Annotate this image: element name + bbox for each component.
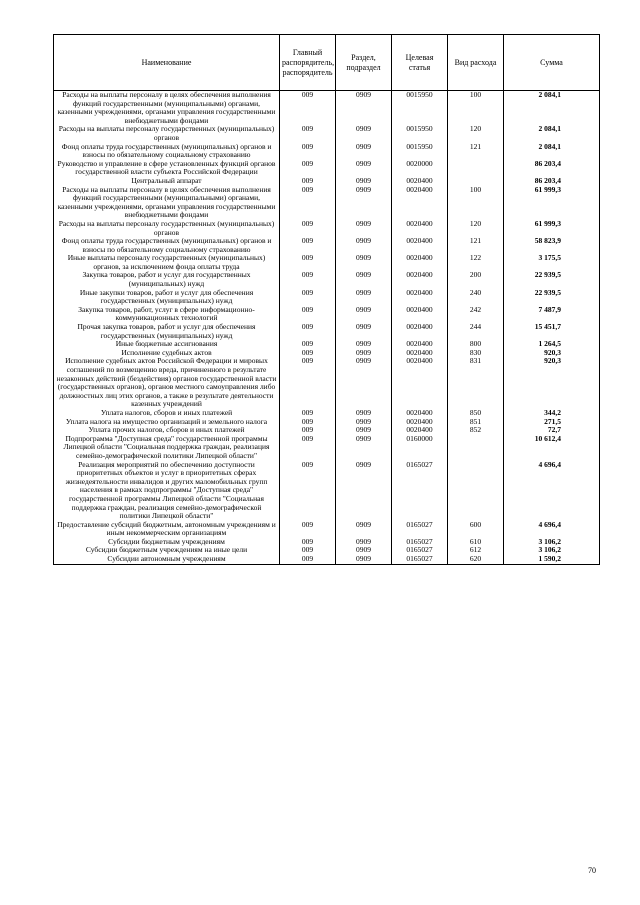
row-expense-type-cell: 831 xyxy=(448,357,504,409)
row-section-cell: 0909 xyxy=(336,220,392,237)
row-section-cell: 0909 xyxy=(336,186,392,220)
row-target-cell: 0020400 xyxy=(392,254,448,271)
row-target-cell: 0020400 xyxy=(392,426,448,435)
row-admin-cell: 009 xyxy=(280,435,336,461)
row-name-cell: Предоставление субсидий бюджетным, автономным учреждениям и иным некоммерческим организациям xyxy=(54,521,280,538)
table-body xyxy=(54,91,600,565)
row-admin-cell: 009 xyxy=(280,461,336,521)
row-amount-cell: 86 203,4 xyxy=(504,160,600,177)
row-admin-cell: 009 xyxy=(280,409,336,418)
row-name-cell: Расходы на выплаты персоналу в целях обеспечения выполнения функций государственными (муниципальными) органами, казенными учреждениями, органами управления государственными внебюджетными фондами xyxy=(54,91,280,126)
row-target-cell: 0165027 xyxy=(392,538,448,547)
row-name-cell: Центральный аппарат xyxy=(54,177,280,186)
row-target-cell: 0165027 xyxy=(392,546,448,555)
row-section-cell: 0909 xyxy=(336,160,392,177)
row-section-cell: 0909 xyxy=(336,426,392,435)
row-expense-type-cell: 852 xyxy=(448,426,504,435)
row-target-cell: 0020000 xyxy=(392,160,448,177)
row-name-cell: Фонд оплаты труда государственных (муниципальных) органов и взносы по обязательному социальному страхованию xyxy=(54,237,280,254)
row-amount-cell: 2 084,1 xyxy=(504,125,600,142)
table-row xyxy=(54,306,600,323)
row-section-cell: 0909 xyxy=(336,409,392,418)
row-admin-cell: 009 xyxy=(280,340,336,349)
row-amount-cell: 2 084,1 xyxy=(504,143,600,160)
row-name-cell: Исполнение судебных актов xyxy=(54,349,280,358)
table-row xyxy=(54,237,600,254)
row-expense-type-cell: 600 xyxy=(448,521,504,538)
row-target-cell: 0020400 xyxy=(392,220,448,237)
row-amount-cell: 15 451,7 xyxy=(504,323,600,340)
header-admin: Главный распорядитель, распорядитель xyxy=(280,35,336,91)
row-admin-cell: 009 xyxy=(280,323,336,340)
table-row xyxy=(54,254,600,271)
table-row xyxy=(54,323,600,340)
table-row xyxy=(54,186,600,220)
page-number: 70 xyxy=(588,866,596,875)
row-name-cell: Субсидии бюджетным учреждениям xyxy=(54,538,280,547)
row-target-cell: 0165027 xyxy=(392,521,448,538)
row-target-cell: 0020400 xyxy=(392,409,448,418)
row-amount-cell: 58 823,9 xyxy=(504,237,600,254)
row-expense-type-cell: 612 xyxy=(448,546,504,555)
row-admin-cell: 009 xyxy=(280,546,336,555)
row-expense-type-cell: 121 xyxy=(448,143,504,160)
row-target-cell: 0020400 xyxy=(392,177,448,186)
row-admin-cell: 009 xyxy=(280,306,336,323)
row-name-cell: Фонд оплаты труда государственных (муниципальных) органов и взносы по обязательному социальному страхованию xyxy=(54,143,280,160)
row-section-cell: 0909 xyxy=(336,538,392,547)
row-section-cell: 0909 xyxy=(336,555,392,564)
row-admin-cell: 009 xyxy=(280,220,336,237)
row-section-cell: 0909 xyxy=(336,461,392,521)
row-amount-cell: 3 175,5 xyxy=(504,254,600,271)
row-section-cell: 0909 xyxy=(336,418,392,427)
row-expense-type-cell: 242 xyxy=(448,306,504,323)
row-admin-cell: 009 xyxy=(280,349,336,358)
row-expense-type-cell: 240 xyxy=(448,289,504,306)
table-row xyxy=(54,289,600,306)
row-expense-type-cell: 100 xyxy=(448,186,504,220)
row-section-cell: 0909 xyxy=(336,340,392,349)
row-amount-cell: 4 696,4 xyxy=(504,461,600,521)
row-target-cell: 0020400 xyxy=(392,323,448,340)
row-expense-type-cell: 121 xyxy=(448,237,504,254)
table-row xyxy=(54,143,600,160)
header-expense-type: Вид расхода xyxy=(448,35,504,91)
row-name-cell: Подпрограмма "Доступная среда" государственной программы Липецкой области "Социальная поддержка граждан, реализация семейно-демографической политики Липецкой области" xyxy=(54,435,280,461)
row-name-cell: Исполнение судебных актов Российской Федерации и мировых соглашений по возмещению вреда, причиненного в результате незаконных действий (бездействия) органов государственной власти (государственных органов), органов местного самоуправления либо должностных лиц этих органов, а также в результате деятельности казенных учреждений xyxy=(54,357,280,409)
row-section-cell: 0909 xyxy=(336,289,392,306)
row-section-cell: 0909 xyxy=(336,306,392,323)
row-admin-cell: 009 xyxy=(280,177,336,186)
table-header-row xyxy=(54,35,600,91)
row-section-cell: 0909 xyxy=(336,237,392,254)
row-target-cell: 0020400 xyxy=(392,357,448,409)
row-expense-type-cell: 244 xyxy=(448,323,504,340)
row-expense-type-cell: 620 xyxy=(448,555,504,564)
row-target-cell: 0015950 xyxy=(392,125,448,142)
row-amount-cell: 22 939,5 xyxy=(504,289,600,306)
row-name-cell: Уплата прочих налогов, сборов и иных платежей xyxy=(54,426,280,435)
row-admin-cell: 009 xyxy=(280,538,336,547)
row-amount-cell: 22 939,5 xyxy=(504,271,600,288)
row-amount-cell: 61 999,3 xyxy=(504,186,600,220)
row-expense-type-cell: 830 xyxy=(448,349,504,358)
row-amount-cell: 3 106,2 xyxy=(504,538,600,547)
row-name-cell: Уплата налогов, сборов и иных платежей xyxy=(54,409,280,418)
row-expense-type-cell: 122 xyxy=(448,254,504,271)
table-row xyxy=(54,125,600,142)
row-admin-cell: 009 xyxy=(280,426,336,435)
table-row xyxy=(54,271,600,288)
row-section-cell: 0909 xyxy=(336,357,392,409)
table-row xyxy=(54,435,600,461)
row-name-cell: Закупка товаров, работ и услуг для государственных (муниципальных) нужд xyxy=(54,271,280,288)
row-admin-cell: 009 xyxy=(280,555,336,564)
row-section-cell: 0909 xyxy=(336,91,392,126)
row-admin-cell: 009 xyxy=(280,143,336,160)
row-target-cell: 0165027 xyxy=(392,461,448,521)
row-name-cell: Иные выплаты персоналу государственных (муниципальных) органов, за исключением фонда оплаты труда xyxy=(54,254,280,271)
row-expense-type-cell: 851 xyxy=(448,418,504,427)
row-target-cell: 0020400 xyxy=(392,306,448,323)
row-expense-type-cell: 100 xyxy=(448,91,504,126)
row-target-cell: 0015950 xyxy=(392,143,448,160)
row-amount-cell: 72,7 xyxy=(504,426,600,435)
row-admin-cell: 009 xyxy=(280,91,336,126)
row-target-cell: 0015950 xyxy=(392,91,448,126)
budget-table xyxy=(53,34,600,565)
row-amount-cell: 1 590,2 xyxy=(504,555,600,564)
row-section-cell: 0909 xyxy=(336,143,392,160)
row-expense-type-cell: 610 xyxy=(448,538,504,547)
row-admin-cell: 009 xyxy=(280,160,336,177)
row-amount-cell: 4 696,4 xyxy=(504,521,600,538)
row-amount-cell: 61 999,3 xyxy=(504,220,600,237)
row-target-cell: 0020400 xyxy=(392,289,448,306)
row-target-cell: 0165027 xyxy=(392,555,448,564)
header-target: Целевая статья xyxy=(392,35,448,91)
row-name-cell: Иные закупки товаров, работ и услуг для обеспечения государственных (муниципальных) нужд xyxy=(54,289,280,306)
row-amount-cell: 344,2 xyxy=(504,409,600,418)
row-name-cell: Руководство и управление в сфере установленных функций органов государственной власти субъекта Российской Федерации xyxy=(54,160,280,177)
row-expense-type-cell xyxy=(448,435,504,461)
row-name-cell: Прочая закупка товаров, работ и услуг для обеспечения государственных (муниципальных) нужд xyxy=(54,323,280,340)
table-row xyxy=(54,220,600,237)
row-admin-cell: 009 xyxy=(280,271,336,288)
row-target-cell: 0020400 xyxy=(392,418,448,427)
table-row xyxy=(54,160,600,177)
row-name-cell: Расходы на выплаты персоналу в целях обеспечения выполнения функций государственными (муниципальными) органами, казенными учреждениями, органами управления государственными внебюджетными фондами xyxy=(54,186,280,220)
row-section-cell: 0909 xyxy=(336,271,392,288)
row-name-cell: Субсидии бюджетным учреждениям на иные цели xyxy=(54,546,280,555)
row-expense-type-cell: 800 xyxy=(448,340,504,349)
row-expense-type-cell xyxy=(448,461,504,521)
row-admin-cell: 009 xyxy=(280,237,336,254)
row-expense-type-cell xyxy=(448,160,504,177)
row-section-cell: 0909 xyxy=(336,435,392,461)
table-row xyxy=(54,521,600,538)
row-admin-cell: 009 xyxy=(280,254,336,271)
row-amount-cell: 2 084,1 xyxy=(504,91,600,126)
row-amount-cell: 86 203,4 xyxy=(504,177,600,186)
row-section-cell: 0909 xyxy=(336,177,392,186)
row-name-cell: Расходы на выплаты персоналу государственных (муниципальных) органов xyxy=(54,125,280,142)
row-target-cell: 0020400 xyxy=(392,237,448,254)
row-expense-type-cell: 850 xyxy=(448,409,504,418)
row-name-cell: Уплата налога на имущество организаций и земельного налога xyxy=(54,418,280,427)
table-row xyxy=(54,461,600,521)
row-target-cell: 0020400 xyxy=(392,349,448,358)
row-admin-cell: 009 xyxy=(280,357,336,409)
row-amount-cell: 271,5 xyxy=(504,418,600,427)
row-amount-cell: 3 106,2 xyxy=(504,546,600,555)
row-name-cell: Субсидии автономным учреждениям xyxy=(54,555,280,564)
row-amount-cell: 10 612,4 xyxy=(504,435,600,461)
header-name: Наименование xyxy=(54,35,280,91)
table-row xyxy=(54,555,600,564)
row-section-cell: 0909 xyxy=(336,323,392,340)
row-admin-cell: 009 xyxy=(280,521,336,538)
row-section-cell: 0909 xyxy=(336,546,392,555)
row-name-cell: Иные бюджетные ассигнования xyxy=(54,340,280,349)
row-name-cell: Закупка товаров, работ, услуг в сфере информационно-коммуникационных технологий xyxy=(54,306,280,323)
header-amount: Сумма xyxy=(504,35,600,91)
row-target-cell: 0020400 xyxy=(392,271,448,288)
row-admin-cell: 009 xyxy=(280,418,336,427)
row-amount-cell: 1 264,5 xyxy=(504,340,600,349)
row-name-cell: Реализация мероприятий по обеспечению доступности приоритетных объектов и услуг в приоритетных сферах жизнедеятельности инвалидов и других маломобильных групп населения в рамках подпрограммы "Доступная среда" государственной программы Липецкой области "Социальная поддержка граждан, реализация семейно-демографической политики Липецкой области" xyxy=(54,461,280,521)
row-amount-cell: 920,3 xyxy=(504,357,600,409)
row-section-cell: 0909 xyxy=(336,125,392,142)
row-admin-cell: 009 xyxy=(280,186,336,220)
row-expense-type-cell: 120 xyxy=(448,220,504,237)
header-section: Раздел, подраздел xyxy=(336,35,392,91)
row-admin-cell: 009 xyxy=(280,289,336,306)
row-target-cell: 0020400 xyxy=(392,340,448,349)
row-section-cell: 0909 xyxy=(336,349,392,358)
row-section-cell: 0909 xyxy=(336,521,392,538)
row-target-cell: 0160000 xyxy=(392,435,448,461)
row-expense-type-cell: 200 xyxy=(448,271,504,288)
row-target-cell: 0020400 xyxy=(392,186,448,220)
table-row xyxy=(54,357,600,409)
row-admin-cell: 009 xyxy=(280,125,336,142)
row-amount-cell: 920,3 xyxy=(504,349,600,358)
row-name-cell: Расходы на выплаты персоналу государственных (муниципальных) органов xyxy=(54,220,280,237)
row-section-cell: 0909 xyxy=(336,254,392,271)
row-amount-cell: 7 487,9 xyxy=(504,306,600,323)
table-row xyxy=(54,91,600,126)
row-expense-type-cell: 120 xyxy=(448,125,504,142)
